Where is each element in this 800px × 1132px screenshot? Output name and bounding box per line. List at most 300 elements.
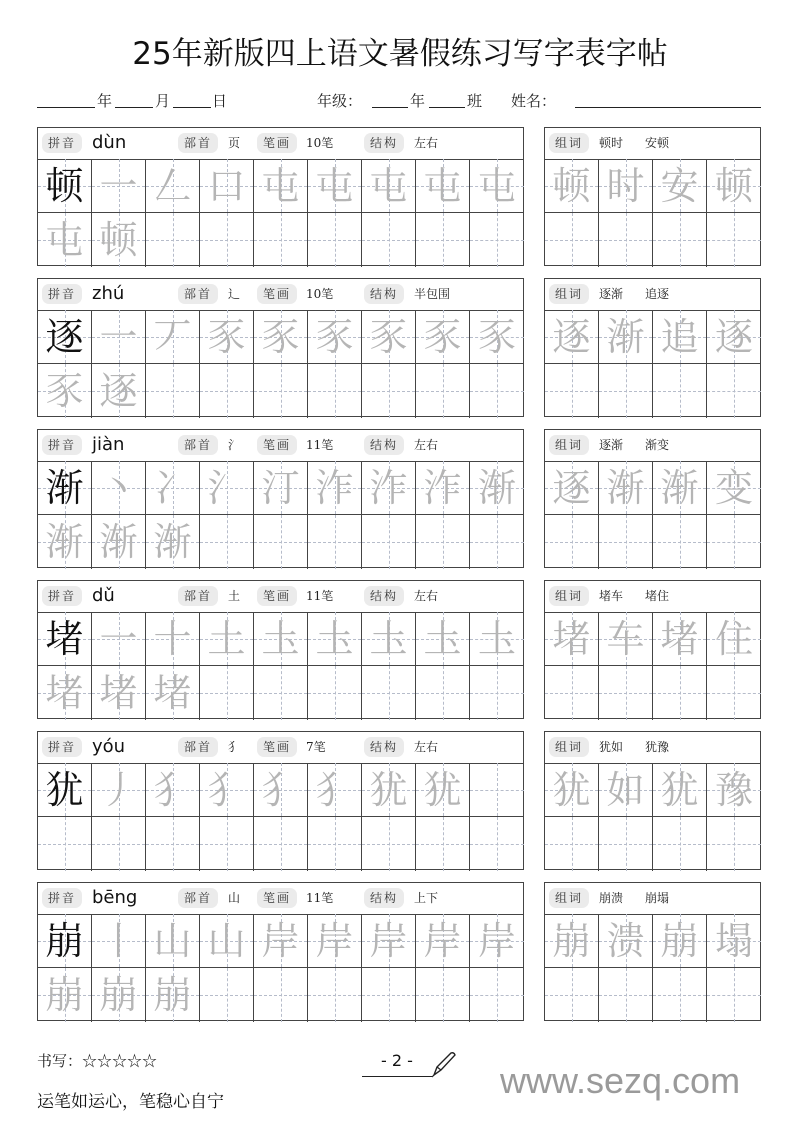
stroke-step-char: 犭: [261, 768, 300, 812]
word-cell[interactable]: [653, 968, 707, 1022]
writing-cell[interactable]: [308, 817, 362, 871]
writing-cell[interactable]: [38, 666, 92, 720]
word-grid: [545, 159, 760, 265]
writing-cell[interactable]: [416, 159, 470, 213]
stroke-step-char: 渐: [99, 520, 138, 564]
writing-cell[interactable]: [416, 612, 470, 666]
word-cell[interactable]: [653, 213, 707, 267]
word-cell[interactable]: [707, 968, 761, 1022]
writing-cell[interactable]: [254, 968, 308, 1022]
writing-cell[interactable]: [200, 310, 254, 364]
word-cell[interactable]: [707, 612, 761, 666]
word-cell[interactable]: [599, 213, 653, 267]
student-info-line: [37, 90, 767, 114]
word-cell[interactable]: [599, 461, 653, 515]
writing-cell[interactable]: [470, 968, 524, 1022]
stroke-step-char: 渐: [477, 466, 516, 510]
writing-cell[interactable]: [146, 159, 200, 213]
word-cell[interactable]: [545, 612, 599, 666]
writing-cell[interactable]: [362, 666, 416, 720]
writing-cell[interactable]: [38, 364, 92, 418]
word-trace-char: 渐: [606, 466, 645, 510]
pinyin-tag: 拼音: [42, 888, 82, 908]
word-grid: [545, 310, 760, 416]
word-cell[interactable]: [545, 310, 599, 364]
writing-cell[interactable]: [470, 213, 524, 267]
pen-icon: [430, 1050, 458, 1078]
writing-cell[interactable]: [362, 515, 416, 569]
stroke-step-char: 犹: [423, 768, 462, 812]
writing-cell[interactable]: [92, 364, 146, 418]
word-2: 渐变: [645, 438, 670, 452]
stroke-step-char: 豕: [261, 315, 300, 359]
radical-tag: 部首: [178, 888, 218, 908]
writing-cell[interactable]: [38, 763, 92, 817]
word-1: 堵车: [599, 589, 624, 603]
stroke-step-char: 氵: [207, 466, 246, 510]
stroke-step-char: 犭: [153, 768, 192, 812]
word-cell[interactable]: [545, 968, 599, 1022]
pinyin-tag: 拼音: [42, 586, 82, 606]
writing-cell[interactable]: [146, 612, 200, 666]
writing-cell[interactable]: [308, 310, 362, 364]
word-trace-char: 崩: [660, 919, 699, 963]
model-char: 犹: [45, 768, 84, 812]
day-blank[interactable]: [173, 91, 211, 108]
radical-tag: 部首: [178, 737, 218, 757]
stroke-step-char: 屯: [261, 164, 300, 208]
char-info-header: [38, 279, 523, 311]
word-cell[interactable]: [545, 914, 599, 968]
stroke-step-char: 堵: [99, 671, 138, 715]
writing-cell[interactable]: [470, 817, 524, 871]
words-header: [545, 430, 760, 462]
radical-value: 犭: [228, 740, 241, 754]
stroke-step-char: 圡: [315, 617, 354, 661]
writing-cell[interactable]: [254, 515, 308, 569]
writing-cell[interactable]: [470, 364, 524, 418]
word-trace-char: 堵: [552, 617, 591, 661]
word-cell[interactable]: [653, 461, 707, 515]
writing-cell[interactable]: [308, 213, 362, 267]
writing-grid: [38, 159, 523, 265]
word-trace-char: 犹: [660, 768, 699, 812]
watermark: www.sezq.com: [500, 1060, 741, 1101]
model-char: 堵: [45, 617, 84, 661]
grade-label: 年级：: [317, 92, 363, 110]
writing-cell[interactable]: [254, 817, 308, 871]
char-info-header: [38, 732, 523, 764]
writing-cell[interactable]: [146, 817, 200, 871]
writing-cell[interactable]: [200, 159, 254, 213]
strokes-value: 10笔: [306, 287, 334, 301]
word-cell[interactable]: [707, 310, 761, 364]
stroke-step-char: 豕: [477, 315, 516, 359]
word-cell[interactable]: [599, 763, 653, 817]
writing-cell[interactable]: [254, 159, 308, 213]
writing-cell[interactable]: [308, 968, 362, 1022]
writing-cell[interactable]: [416, 968, 470, 1022]
word-cell[interactable]: [707, 763, 761, 817]
word-grid: [545, 612, 760, 718]
pinyin-tag: 拼音: [42, 284, 82, 304]
word-cell[interactable]: [545, 817, 599, 871]
structure-value: 左右: [414, 438, 439, 452]
stroke-step-char: 堵: [153, 671, 192, 715]
stroke-step-char: 犭: [315, 768, 354, 812]
writing-cell[interactable]: [92, 515, 146, 569]
stroke-step-char: 豕: [207, 315, 246, 359]
structure-value: 上下: [414, 891, 439, 905]
writing-cell[interactable]: [38, 213, 92, 267]
stroke-step-char: 豕: [315, 315, 354, 359]
writing-cell[interactable]: [38, 968, 92, 1022]
writing-cell[interactable]: [362, 817, 416, 871]
writing-cell[interactable]: [92, 666, 146, 720]
stroke-step-char: 口: [207, 164, 246, 208]
pinyin-value: bēng: [92, 887, 138, 908]
word-cell[interactable]: [653, 310, 707, 364]
structure-tag: 结构: [364, 435, 404, 455]
writing-cell[interactable]: [362, 159, 416, 213]
word-cell[interactable]: [545, 515, 599, 569]
structure-tag: 结构: [364, 888, 404, 908]
word-trace-char: 逐: [552, 466, 591, 510]
writing-cell[interactable]: [200, 817, 254, 871]
class-label: 班: [467, 92, 483, 110]
model-char: 顿: [45, 164, 84, 208]
stroke-step-char: 岸: [315, 919, 354, 963]
writing-cell[interactable]: [92, 310, 146, 364]
writing-cell[interactable]: [470, 461, 524, 515]
stroke-step-char: 岸: [477, 919, 516, 963]
stroke-step-char: 圡: [261, 617, 300, 661]
word-cell[interactable]: [707, 213, 761, 267]
writing-cell[interactable]: [254, 666, 308, 720]
stroke-step-char: 丿: [99, 768, 138, 812]
word-cell[interactable]: [707, 461, 761, 515]
word-cell[interactable]: [545, 763, 599, 817]
writing-cell[interactable]: [146, 666, 200, 720]
writing-cell[interactable]: [146, 914, 200, 968]
word-practice-card: [544, 429, 761, 568]
words-tag: 组词: [549, 435, 589, 455]
word-cell[interactable]: [599, 159, 653, 213]
word-cell[interactable]: [599, 364, 653, 418]
writing-cell[interactable]: [38, 914, 92, 968]
stroke-step-char: 屯: [423, 164, 462, 208]
stroke-step-char: 山: [153, 919, 192, 963]
radical-value: 页: [228, 136, 241, 150]
word-cell[interactable]: [707, 159, 761, 213]
writing-cell[interactable]: [362, 461, 416, 515]
pinyin-value: zhú: [92, 283, 125, 304]
writing-cell[interactable]: [92, 817, 146, 871]
writing-cell[interactable]: [38, 461, 92, 515]
radical-value: 辶: [228, 287, 241, 301]
writing-cell[interactable]: [362, 612, 416, 666]
word-trace-char: 逐: [552, 315, 591, 359]
stroke-step-char: 山: [207, 919, 246, 963]
pinyin-tag: 拼音: [42, 435, 82, 455]
char-practice-card: [37, 882, 524, 1021]
word-grid: [545, 763, 760, 869]
writing-cell[interactable]: [362, 914, 416, 968]
writing-cell[interactable]: [254, 763, 308, 817]
writing-cell[interactable]: [308, 159, 362, 213]
stroke-step-char: 一: [99, 617, 138, 661]
writing-cell[interactable]: [362, 213, 416, 267]
writing-cell[interactable]: [92, 968, 146, 1022]
year-blank[interactable]: [37, 91, 95, 108]
writing-cell[interactable]: [416, 515, 470, 569]
words-header: [545, 883, 760, 915]
word-cell[interactable]: [707, 515, 761, 569]
writing-cell[interactable]: [254, 310, 308, 364]
word-practice-card: [544, 731, 761, 870]
writing-cell[interactable]: [38, 310, 92, 364]
writing-cell[interactable]: [362, 310, 416, 364]
structure-value: 左右: [414, 740, 439, 754]
pinyin-value: dùn: [92, 132, 127, 153]
structure-value: 半包围: [414, 287, 451, 301]
pinyin-value: jiàn: [92, 434, 125, 455]
word-1: 顿时: [599, 136, 624, 150]
word-cell[interactable]: [599, 817, 653, 871]
word-trace-char: 渐: [660, 466, 699, 510]
word-cell[interactable]: [599, 515, 653, 569]
writing-cell[interactable]: [146, 461, 200, 515]
words-header: [545, 279, 760, 311]
writing-cell[interactable]: [38, 515, 92, 569]
writing-cell[interactable]: [92, 461, 146, 515]
writing-cell[interactable]: [254, 364, 308, 418]
writing-cell[interactable]: [92, 763, 146, 817]
char-practice-card: [37, 127, 524, 266]
word-trace-char: 顿: [552, 164, 591, 208]
word-cell[interactable]: [599, 914, 653, 968]
writing-cell[interactable]: [254, 612, 308, 666]
stroke-step-char: 丶: [99, 466, 138, 510]
class-blank[interactable]: [429, 91, 465, 108]
word-cell[interactable]: [653, 159, 707, 213]
stroke-step-char: 顿: [99, 218, 138, 262]
char-practice-card: [37, 278, 524, 417]
writing-cell[interactable]: [416, 763, 470, 817]
word-trace-char: 逐: [714, 315, 753, 359]
writing-cell[interactable]: [146, 968, 200, 1022]
word-cell[interactable]: [707, 666, 761, 720]
words-tag: 组词: [549, 133, 589, 153]
writing-cell[interactable]: [416, 666, 470, 720]
word-cell[interactable]: [545, 213, 599, 267]
words-tag: 组词: [549, 888, 589, 908]
word-trace-char: 溃: [606, 919, 645, 963]
writing-cell[interactable]: [92, 213, 146, 267]
writing-cell[interactable]: [146, 515, 200, 569]
writing-cell[interactable]: [146, 763, 200, 817]
writing-cell[interactable]: [200, 666, 254, 720]
writing-cell[interactable]: [416, 310, 470, 364]
word-cell[interactable]: [545, 159, 599, 213]
writing-cell[interactable]: [146, 364, 200, 418]
strokes-tag: 笔画: [257, 133, 297, 153]
word-cell[interactable]: [653, 515, 707, 569]
strokes-tag: 笔画: [257, 284, 297, 304]
word-cell[interactable]: [707, 817, 761, 871]
strokes-value: 10笔: [306, 136, 334, 150]
strokes-value: 11笔: [306, 438, 334, 452]
day-label: 日: [212, 92, 228, 110]
grade-year-label: 年: [410, 92, 426, 110]
word-trace-char: 安: [660, 164, 699, 208]
writing-cell[interactable]: [92, 914, 146, 968]
word-cell[interactable]: [653, 817, 707, 871]
pinyin-tag: 拼音: [42, 737, 82, 757]
word-1: 犹如: [599, 740, 624, 754]
writing-cell[interactable]: [200, 515, 254, 569]
model-char: 渐: [45, 466, 84, 510]
word-2: 安顿: [645, 136, 670, 150]
writing-cell[interactable]: [92, 612, 146, 666]
char-info-header: [38, 128, 523, 160]
stroke-step-char: 崩: [99, 973, 138, 1017]
writing-cell[interactable]: [470, 666, 524, 720]
writing-cell[interactable]: [308, 364, 362, 418]
word-practice-card: [544, 580, 761, 719]
writing-cell[interactable]: [200, 461, 254, 515]
writing-cell[interactable]: [308, 763, 362, 817]
writing-cell[interactable]: [308, 461, 362, 515]
words-header: [545, 581, 760, 613]
stroke-step-char: 土: [207, 617, 246, 661]
word-cell[interactable]: [707, 914, 761, 968]
words-tag: 组词: [549, 284, 589, 304]
stroke-step-char: 圡: [369, 617, 408, 661]
writing-cell[interactable]: [38, 612, 92, 666]
writing-cell[interactable]: [308, 666, 362, 720]
word-practice-card: [544, 127, 761, 266]
writing-cell[interactable]: [200, 213, 254, 267]
writing-cell[interactable]: [416, 914, 470, 968]
writing-cell[interactable]: [38, 817, 92, 871]
structure-tag: 结构: [364, 586, 404, 606]
writing-cell[interactable]: [146, 310, 200, 364]
model-char: 逐: [45, 315, 84, 359]
words-header: [545, 732, 760, 764]
writing-cell[interactable]: [362, 364, 416, 418]
word-cell[interactable]: [545, 364, 599, 418]
word-cell[interactable]: [653, 364, 707, 418]
word-practice-card: [544, 278, 761, 417]
writing-grid: [38, 310, 523, 416]
word-trace-char: 顿: [714, 164, 753, 208]
writing-cell[interactable]: [470, 612, 524, 666]
writing-cell[interactable]: [146, 213, 200, 267]
model-char: 崩: [45, 919, 84, 963]
writing-cell[interactable]: [308, 914, 362, 968]
word-cell[interactable]: [599, 310, 653, 364]
strokes-tag: 笔画: [257, 586, 297, 606]
word-cell[interactable]: [545, 461, 599, 515]
word-trace-char: 豫: [714, 768, 753, 812]
word-cell[interactable]: [599, 666, 653, 720]
word-trace-char: 堵: [660, 617, 699, 661]
stroke-step-char: 崩: [45, 973, 84, 1017]
word-2: 追逐: [645, 287, 670, 301]
word-cell[interactable]: [653, 612, 707, 666]
writing-cell[interactable]: [254, 914, 308, 968]
stroke-step-char: 堵: [45, 671, 84, 715]
stroke-step-char: 𠃋: [153, 164, 192, 208]
grade-blank[interactable]: [372, 91, 408, 108]
writing-cell[interactable]: [38, 159, 92, 213]
writing-cell[interactable]: [308, 515, 362, 569]
writing-cell[interactable]: [254, 213, 308, 267]
strokes-tag: 笔画: [257, 737, 297, 757]
writing-cell[interactable]: [362, 763, 416, 817]
word-cell[interactable]: [707, 364, 761, 418]
word-cell[interactable]: [653, 763, 707, 817]
radical-value: 山: [228, 891, 241, 905]
writing-cell[interactable]: [470, 310, 524, 364]
writing-cell[interactable]: [362, 968, 416, 1022]
month-blank[interactable]: [115, 91, 153, 108]
strokes-tag: 笔画: [257, 888, 297, 908]
writing-cell[interactable]: [200, 763, 254, 817]
writing-cell[interactable]: [200, 612, 254, 666]
structure-tag: 结构: [364, 133, 404, 153]
writing-cell[interactable]: [470, 763, 524, 817]
word-cell[interactable]: [599, 612, 653, 666]
stroke-step-char: 一: [99, 315, 138, 359]
writing-cell[interactable]: [470, 914, 524, 968]
stroke-step-char: 岸: [369, 919, 408, 963]
word-cell[interactable]: [545, 666, 599, 720]
writing-grid: [38, 763, 523, 869]
stroke-step-char: 屯: [315, 164, 354, 208]
radical-value: 土: [228, 589, 241, 603]
stroke-step-char: 冫: [153, 466, 192, 510]
char-info-header: [38, 883, 523, 915]
name-blank[interactable]: [575, 91, 761, 108]
writing-cell[interactable]: [92, 159, 146, 213]
stroke-step-char: 逐: [99, 369, 138, 413]
writing-cell[interactable]: [470, 159, 524, 213]
stroke-step-char: 丨: [99, 919, 138, 963]
stroke-step-char: 渐: [153, 520, 192, 564]
writing-cell[interactable]: [200, 968, 254, 1022]
writing-cell[interactable]: [470, 515, 524, 569]
writing-cell[interactable]: [200, 914, 254, 968]
strokes-value: 11笔: [306, 891, 334, 905]
writing-cell[interactable]: [416, 461, 470, 515]
writing-cell[interactable]: [308, 612, 362, 666]
writing-cell[interactable]: [200, 364, 254, 418]
word-cell[interactable]: [599, 968, 653, 1022]
writing-cell[interactable]: [416, 213, 470, 267]
writing-cell[interactable]: [254, 461, 308, 515]
word-trace-char: 追: [660, 315, 699, 359]
stroke-step-char: 屯: [45, 218, 84, 262]
writing-cell[interactable]: [416, 364, 470, 418]
char-practice-card: [37, 731, 524, 870]
writing-cell[interactable]: [416, 817, 470, 871]
word-cell[interactable]: [653, 914, 707, 968]
strokes-value: 11笔: [306, 589, 334, 603]
word-cell[interactable]: [653, 666, 707, 720]
stroke-step-char: 泎: [423, 466, 462, 510]
